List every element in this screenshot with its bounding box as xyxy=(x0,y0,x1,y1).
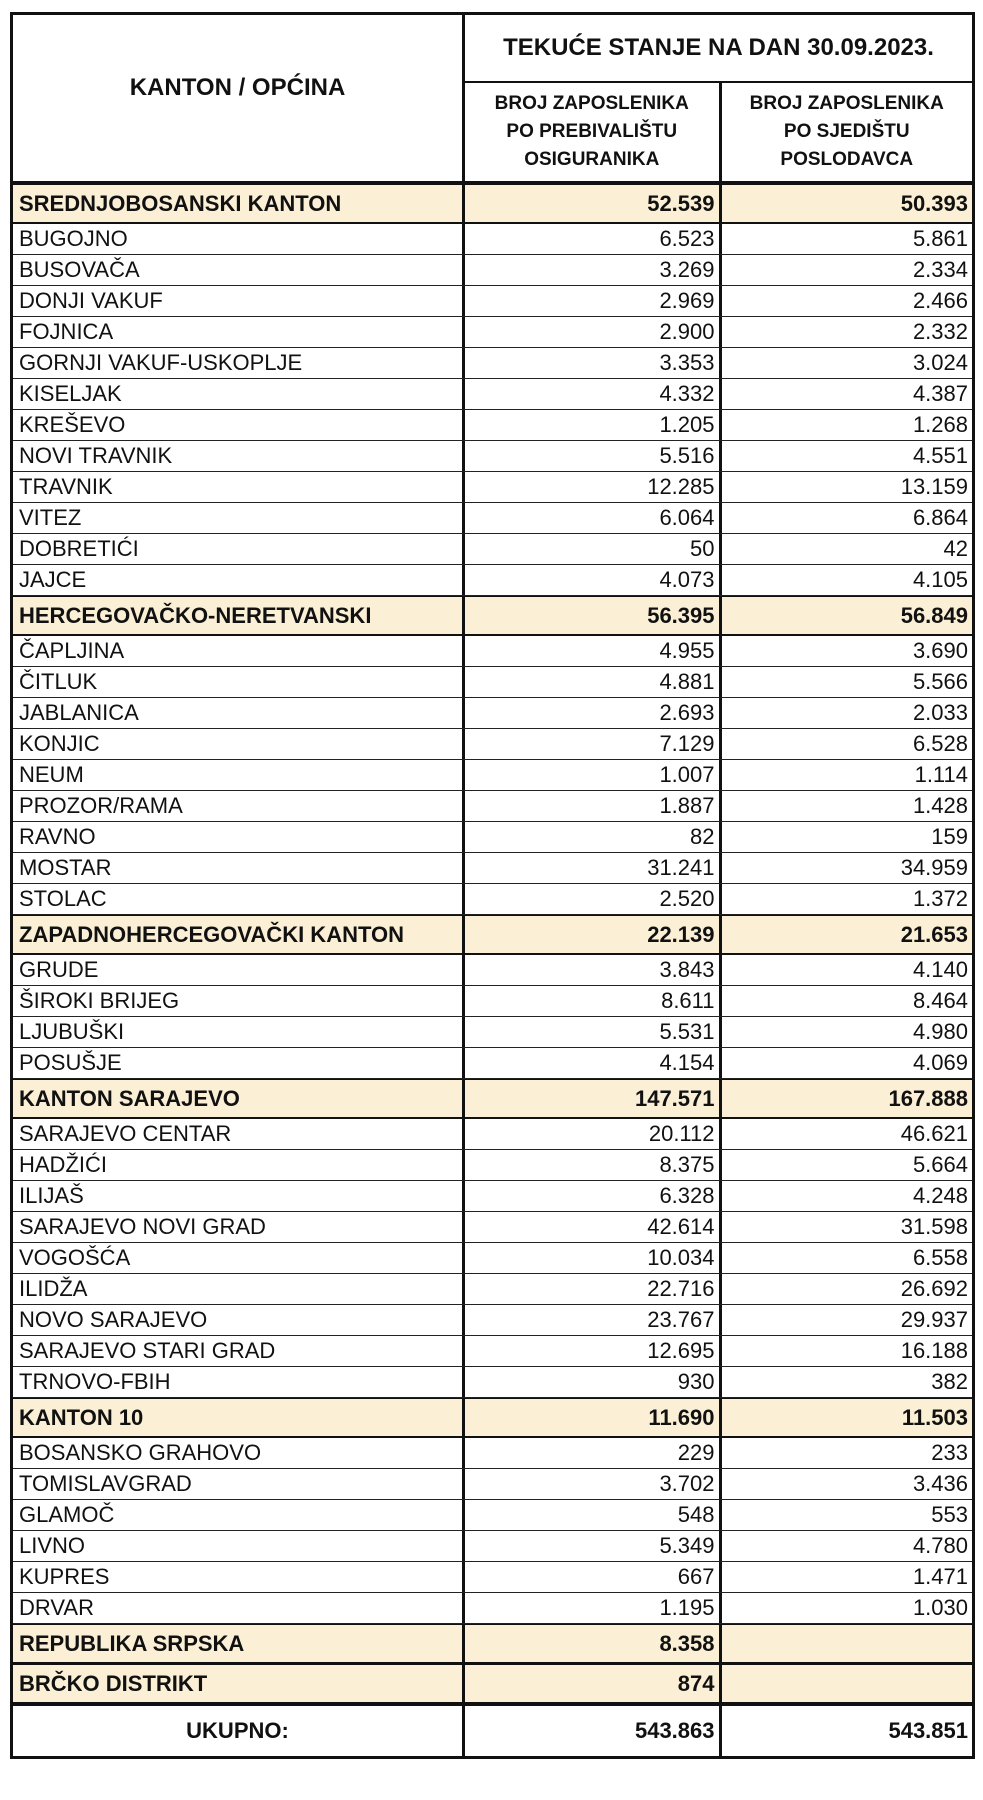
table-row xyxy=(13,1593,972,1624)
residence-value: 10.034 xyxy=(647,1245,715,1270)
table-row xyxy=(13,503,972,534)
municipality-name: SARAJEVO NOVI GRAD xyxy=(13,1212,465,1242)
employer-value: 553 xyxy=(719,1500,973,1530)
employer-value: 3.024 xyxy=(719,348,973,378)
table-row xyxy=(13,1500,972,1531)
municipality-name: ŠIROKI BRIJEG xyxy=(13,986,465,1016)
date-title: TEKUĆE STANJE NA DAN 30.09.2023. xyxy=(465,15,972,83)
residence-value: 5.516 xyxy=(659,443,715,468)
residence-value: 22.139 xyxy=(647,921,715,947)
table-row xyxy=(13,791,972,822)
municipality-name: KANTON 10 xyxy=(13,1399,465,1436)
municipality-name: LJUBUŠKI xyxy=(13,1017,465,1047)
residence-value: 1.205 xyxy=(659,412,715,437)
residence-value: 3.269 xyxy=(659,257,715,282)
residence-value: 1.887 xyxy=(659,793,715,818)
employer-value: 5.861 xyxy=(719,224,973,254)
municipality-name: FOJNICA xyxy=(13,317,465,347)
table-body xyxy=(13,184,972,1704)
municipality-name: DONJI VAKUF xyxy=(13,286,465,316)
canton-row xyxy=(13,915,972,955)
employer-value: 4.551 xyxy=(719,441,973,471)
employer-value: 159 xyxy=(719,822,973,852)
employer-value: 6.558 xyxy=(719,1243,973,1273)
employer-value: 4.248 xyxy=(719,1181,973,1211)
canton-row xyxy=(13,1624,972,1664)
table-row xyxy=(13,1438,972,1469)
residence-value: 20.112 xyxy=(648,1121,715,1146)
table-row xyxy=(13,348,972,379)
employer-value: 2.466 xyxy=(719,286,973,316)
employer-value: 3.436 xyxy=(719,1469,973,1499)
table-row xyxy=(13,1531,972,1562)
municipality-name: ZAPADNOHERCEGOVAČKI KANTON xyxy=(13,916,465,953)
residence-value: 548 xyxy=(677,1502,715,1527)
table-row xyxy=(13,729,972,760)
residence-value: 56.395 xyxy=(647,602,715,628)
table-row xyxy=(13,1243,972,1274)
employer-value: 42 xyxy=(719,534,973,564)
total-row xyxy=(13,1704,972,1756)
municipality-name: SARAJEVO CENTAR xyxy=(13,1119,465,1149)
municipality-name: KREŠEVO xyxy=(13,410,465,440)
municipality-name: POSUŠJE xyxy=(13,1048,465,1078)
residence-value: 5.531 xyxy=(659,1019,715,1044)
table-row xyxy=(13,1150,972,1181)
municipality-name: KISELJAK xyxy=(13,379,465,409)
residence-value: 42.614 xyxy=(647,1214,715,1239)
municipality-name: NOVO SARAJEVO xyxy=(13,1305,465,1335)
table-row xyxy=(13,884,972,915)
residence-value: 22.716 xyxy=(647,1276,715,1301)
municipality-name: ILIDŽA xyxy=(13,1274,465,1304)
municipality-name: NOVI TRAVNIK xyxy=(13,441,465,471)
municipality-name: VITEZ xyxy=(13,503,465,533)
employer-value: 2.334 xyxy=(719,255,973,285)
table-row xyxy=(13,534,972,565)
municipality-name: GLAMOČ xyxy=(13,1500,465,1530)
column-header-residence xyxy=(465,83,719,181)
table-row xyxy=(13,822,972,853)
municipality-name: BUSOVAČA xyxy=(13,255,465,285)
employer-value: 56.849 xyxy=(719,597,973,634)
table-row xyxy=(13,286,972,317)
employer-value: 16.188 xyxy=(719,1336,973,1366)
employer-value: 4.140 xyxy=(719,955,973,985)
table-row xyxy=(13,955,972,986)
employer-value: 6.528 xyxy=(719,729,973,759)
residence-value: 874 xyxy=(677,1670,715,1696)
canton-row xyxy=(13,1664,972,1704)
table-row xyxy=(13,698,972,729)
table-row xyxy=(13,986,972,1017)
employer-value: 4.105 xyxy=(719,565,973,595)
municipality-name: BOSANSKO GRAHOVO xyxy=(13,1438,465,1468)
employer-value: 5.664 xyxy=(719,1150,973,1180)
residence-value: 4.073 xyxy=(659,567,715,592)
employer-value: 26.692 xyxy=(719,1274,973,1304)
residence-value: 11.690 xyxy=(648,1404,715,1430)
municipality-name: ILIJAŠ xyxy=(13,1181,465,1211)
total-label: UKUPNO: xyxy=(13,1706,465,1756)
municipality-name: PROZOR/RAMA xyxy=(13,791,465,821)
residence-value: 6.523 xyxy=(659,226,715,251)
header-right xyxy=(465,15,972,181)
municipality-name: RAVNO xyxy=(13,822,465,852)
total-employer-value: 543.851 xyxy=(719,1706,973,1756)
table-row xyxy=(13,1119,972,1150)
municipality-name: SREDNJOBOSANSKI KANTON xyxy=(13,185,465,222)
residence-value: 147.571 xyxy=(634,1085,715,1111)
residence-value: 5.349 xyxy=(659,1533,715,1558)
employer-value: 46.621 xyxy=(719,1119,973,1149)
table-row xyxy=(13,224,972,255)
canton-row xyxy=(13,1398,972,1438)
municipality-name: HADŽIĆI xyxy=(13,1150,465,1180)
table-row xyxy=(13,1017,972,1048)
table-row xyxy=(13,565,972,596)
employer-value: 5.566 xyxy=(719,667,973,697)
municipality-name: LIVNO xyxy=(13,1531,465,1561)
table-row xyxy=(13,636,972,667)
employer-value: 50.393 xyxy=(719,185,973,222)
residence-value: 8.611 xyxy=(661,988,715,1013)
employer-value: 31.598 xyxy=(719,1212,973,1242)
municipality-name: ČAPLJINA xyxy=(13,636,465,666)
residence-value: 8.358 xyxy=(659,1630,715,1656)
employment-table xyxy=(10,12,975,1759)
employer-value xyxy=(719,1665,973,1702)
table-row xyxy=(13,1469,972,1500)
residence-value: 1.195 xyxy=(659,1595,715,1620)
residence-value: 3.353 xyxy=(659,350,715,375)
employer-value: 1.030 xyxy=(719,1593,973,1623)
residence-value: 3.702 xyxy=(659,1471,715,1496)
table-row xyxy=(13,255,972,286)
residence-value: 1.007 xyxy=(659,762,715,787)
residence-value: 2.520 xyxy=(659,886,715,911)
table-row xyxy=(13,410,972,441)
residence-value: 4.881 xyxy=(659,669,715,694)
municipality-name: GRUDE xyxy=(13,955,465,985)
canton-row xyxy=(13,596,972,636)
municipality-name: KONJIC xyxy=(13,729,465,759)
column-header-employer-seat-label: BROJ ZAPOSLENIKA PO SJEDIŠTU POSLODAVCA xyxy=(749,93,944,170)
employer-value: 1.428 xyxy=(719,791,973,821)
employer-value: 1.268 xyxy=(719,410,973,440)
residence-value: 52.539 xyxy=(647,190,715,216)
total-residence-value: 543.863 xyxy=(634,1718,715,1743)
table-row xyxy=(13,1305,972,1336)
municipality-name: TRNOVO-FBIH xyxy=(13,1367,465,1397)
employer-value: 1.114 xyxy=(719,760,973,790)
municipality-name: SARAJEVO STARI GRAD xyxy=(13,1336,465,1366)
municipality-name: KANTON SARAJEVO xyxy=(13,1080,465,1117)
municipality-name: TRAVNIK xyxy=(13,472,465,502)
municipality-name: BRČKO DISTRIKT xyxy=(13,1665,465,1702)
residence-value: 7.129 xyxy=(659,731,715,756)
municipality-name: REPUBLIKA SRPSKA xyxy=(13,1625,465,1662)
residence-value: 6.064 xyxy=(659,505,715,530)
residence-value: 8.375 xyxy=(659,1152,715,1177)
municipality-name: VOGOŠĆA xyxy=(13,1243,465,1273)
employer-value: 29.937 xyxy=(719,1305,973,1335)
employer-value: 34.959 xyxy=(719,853,973,883)
residence-value: 3.843 xyxy=(659,957,715,982)
employer-value: 13.159 xyxy=(719,472,973,502)
employer-value: 11.503 xyxy=(719,1399,973,1436)
municipality-name: JAJCE xyxy=(13,565,465,595)
residence-value: 229 xyxy=(677,1440,715,1465)
employer-value: 6.864 xyxy=(719,503,973,533)
residence-value: 31.241 xyxy=(647,855,715,880)
employer-value: 1.372 xyxy=(719,884,973,914)
municipality-name: STOLAC xyxy=(13,884,465,914)
municipality-name: BUGOJNO xyxy=(13,224,465,254)
residence-value: 4.154 xyxy=(659,1050,715,1075)
municipality-name: DOBRETIĆI xyxy=(13,534,465,564)
table-header xyxy=(13,15,972,184)
table-row xyxy=(13,853,972,884)
employer-value: 1.471 xyxy=(719,1562,973,1592)
employer-value xyxy=(719,1625,973,1662)
residence-value: 2.969 xyxy=(659,288,715,313)
residence-value: 4.332 xyxy=(659,381,715,406)
employer-value: 382 xyxy=(719,1367,973,1397)
table-row xyxy=(13,1048,972,1079)
column-header-kanton: KANTON / OPĆINA xyxy=(13,15,465,181)
residence-value: 2.900 xyxy=(659,319,715,344)
column-header-employer-seat xyxy=(719,83,973,181)
employer-value: 3.690 xyxy=(719,636,973,666)
table-row xyxy=(13,1274,972,1305)
table-row xyxy=(13,1562,972,1593)
table-row xyxy=(13,379,972,410)
employer-value: 4.069 xyxy=(719,1048,973,1078)
municipality-name: MOSTAR xyxy=(13,853,465,883)
employer-value: 2.332 xyxy=(719,317,973,347)
column-header-residence-label: BROJ ZAPOSLENIKA PO PREBIVALIŠTU OSIGURANIKA xyxy=(494,93,689,170)
employer-value: 167.888 xyxy=(719,1080,973,1117)
table-row xyxy=(13,1181,972,1212)
municipality-name: NEUM xyxy=(13,760,465,790)
table-row xyxy=(13,472,972,503)
canton-row xyxy=(13,184,972,224)
table-row xyxy=(13,317,972,348)
residence-value: 2.693 xyxy=(659,700,715,725)
table-row xyxy=(13,1212,972,1243)
residence-value: 4.955 xyxy=(659,638,715,663)
residence-value: 82 xyxy=(690,824,715,849)
residence-value: 50 xyxy=(690,536,715,561)
residence-value: 6.328 xyxy=(659,1183,715,1208)
municipality-name: ČITLUK xyxy=(13,667,465,697)
employer-value: 21.653 xyxy=(719,916,973,953)
table-row xyxy=(13,760,972,791)
municipality-name: GORNJI VAKUF-USKOPLJE xyxy=(13,348,465,378)
municipality-name: JABLANICA xyxy=(13,698,465,728)
municipality-name: DRVAR xyxy=(13,1593,465,1623)
employer-value: 233 xyxy=(719,1438,973,1468)
municipality-name: KUPRES xyxy=(13,1562,465,1592)
municipality-name: HERCEGOVAČKO-NERETVANSKI xyxy=(13,597,465,634)
employer-value: 2.033 xyxy=(719,698,973,728)
table-row xyxy=(13,1367,972,1398)
municipality-name: TOMISLAVGRAD xyxy=(13,1469,465,1499)
residence-value: 12.285 xyxy=(647,474,715,499)
employer-value: 8.464 xyxy=(719,986,973,1016)
residence-value: 930 xyxy=(677,1369,715,1394)
employer-value: 4.780 xyxy=(719,1531,973,1561)
canton-row xyxy=(13,1079,972,1119)
table-row xyxy=(13,667,972,698)
residence-value: 23.767 xyxy=(647,1307,715,1332)
table-row xyxy=(13,441,972,472)
residence-value: 667 xyxy=(677,1564,715,1589)
table-row xyxy=(13,1336,972,1367)
employer-value: 4.980 xyxy=(719,1017,973,1047)
employer-value: 4.387 xyxy=(719,379,973,409)
residence-value: 12.695 xyxy=(647,1338,715,1363)
column-headers xyxy=(465,83,972,181)
